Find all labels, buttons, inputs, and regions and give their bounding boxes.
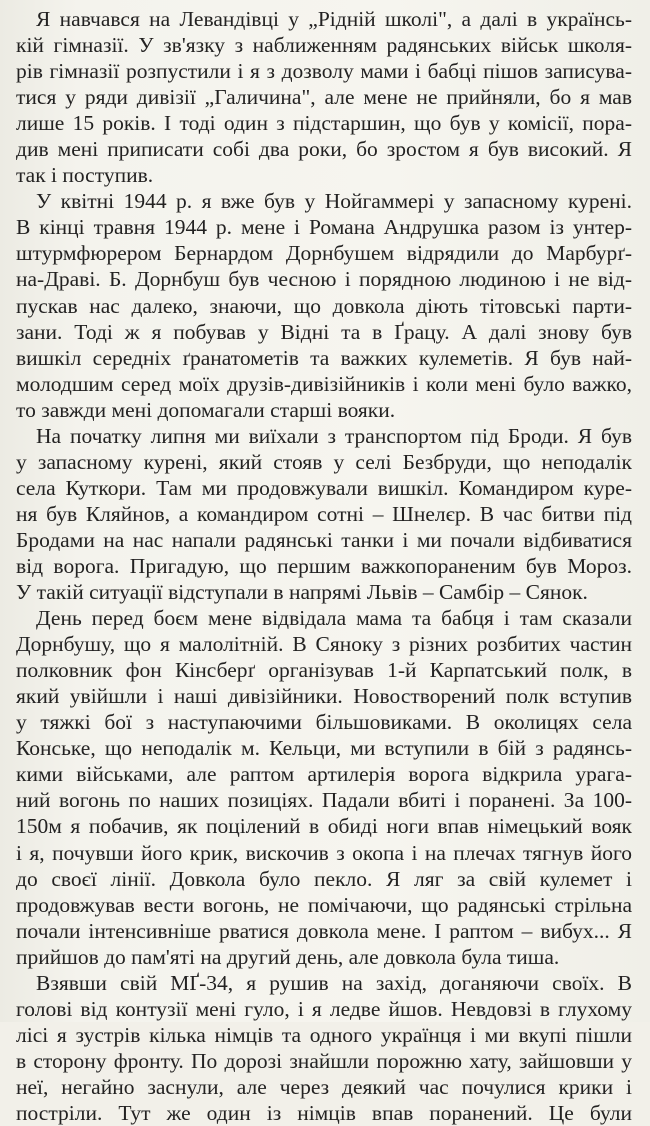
text-line: на-Драві. Б. Дорнбуш був чесною і порядною людиною і не від- [16,267,632,292]
text-line: ня був Кляйнов, а командиром сотні – Шнелєр. В час битви під [16,501,632,526]
text-line: Конське, що неподалік м. Кельци, ми вступили в бій з радянсь- [16,736,632,761]
text-line: кими військами, але раптом артилерія ворога відкрила урага- [16,762,632,787]
text-line: у тяжкі бої з наступаючими більшовиками. В околицях села [16,710,632,735]
text-line: прийшов до пам'яті на другий день, але довкола була тиша. [16,944,560,969]
paragraph [16,970,632,1126]
text-line: голові від контузії мені гуло, і я ледве йшов. Невдовзі в глухому [16,996,632,1021]
text-line: неї, негайно заснули, але через деякий час почулися крики і [16,1074,632,1099]
text-line: рів гімназії розпустили і я з дозволу мами і бабці пішов записува- [16,59,632,84]
text-line: вишкіл середніх ґранатометів та важких кулеметів. Я був най- [16,345,632,370]
text-line: кій гімназії. У зв'язку з наближенням радянських військ школя- [16,33,632,58]
text-line: молодшим серед моїх друзів-дивізійників і коли мені було важко, [16,371,632,396]
text-line: зани. Тоді ж я побував у Відні та в Ґрацу. А далі знову був [16,319,632,344]
text-line: полковник фон Кінсберґ організував 1-й Карпатський полк, в [16,658,632,683]
text-line: В кінці травня 1944 р. мене і Романа Андрушка разом із унтер- [16,215,632,240]
text-line: штурмфюрером Бернардом Дорнбушем відрядили до Марбурґ- [16,241,632,266]
text-line: лише 15 років. І тоді один з підстаршин, що був у комісії, пора- [16,111,632,136]
text-line: то завжди мені допомагали старші вояки. [16,397,396,422]
text-line: Я навчався на Левандівці у „Рідній школі", а далі в українсь- [36,7,632,31]
text-line: і я, почувши його крик, вискочив з окопа і на плечах тягнув його [16,840,632,865]
paragraph [16,605,632,970]
text-line: У такій ситуації відступали в напрямі Львів – Самбір – Сянок. [16,580,588,605]
text-line: див мені приписати собі два роки, бо зростом я був високий. Я [16,137,632,162]
text-line: у запасному курені, який стояв у селі Безбруди, що неподалік [16,449,632,474]
paragraph [16,6,632,188]
text-line: почали інтенсивніше рватися довкола мене. І раптом – вибух... Я [16,918,632,943]
paragraph [16,423,632,605]
text-line: до своєї лінії. Довкола було пекло. Я ляг за свій кулемет і [16,866,632,891]
text-line: пускав нас далеко, знаючи, що довкола діють тітовські парти- [16,293,632,318]
text-line: У квітні 1944 р. я вже був у Нойгаммері у запасному курені. [36,189,632,214]
text-line: Бродами на нас напали радянські танки і ми почали відбиватися [16,527,632,552]
text-line: в сторону фронту. По дорозі знайшли порожню хату, зайшовши у [16,1048,632,1073]
text-line: 150м я побачив, як поцілений в обиді ноги впав німецький вояк [16,814,632,839]
text-line: тися у ряди дивізії „Галичина", але мене не прийняли, бо я мав [16,85,632,110]
text-line: Дорнбушу, що я малолітній. В Сяноку з різних розбитих частин [16,632,632,657]
text-line: лісі я зустрів кілька німців та одного українця і ми вкупі пішли [16,1022,632,1047]
page-text [16,6,632,1126]
text-line: який увійшли і наші дивізійники. Новостворений полк вступив [16,684,632,709]
text-line: від ворога. Пригадую, що першим важкопораненим був Мороз. [16,553,632,578]
text-line: постріли. Тут же один із німців впав поранений. Це були [16,1100,632,1125]
text-line: На початку липня ми виїхали з транспортом під Броди. Я був [36,423,632,448]
text-line: так і поступив. [16,163,154,188]
text-line: села Куткори. Там ми продовжували вишкіл. Командиром куре- [16,475,632,500]
text-line: Взявши свій МҐ-34, я рушив на захід, доганяючи своїх. В [36,970,632,995]
text-line: День перед боєм мене відвідала мама та бабця і там сказали [36,606,632,631]
paragraph [16,188,632,422]
text-line: продовжував вести вогонь, не помічаючи, що радянські стрільна [16,892,632,917]
text-line: ний вогонь по наших позиціях. Падали вбиті і поранені. За 100- [16,788,632,813]
